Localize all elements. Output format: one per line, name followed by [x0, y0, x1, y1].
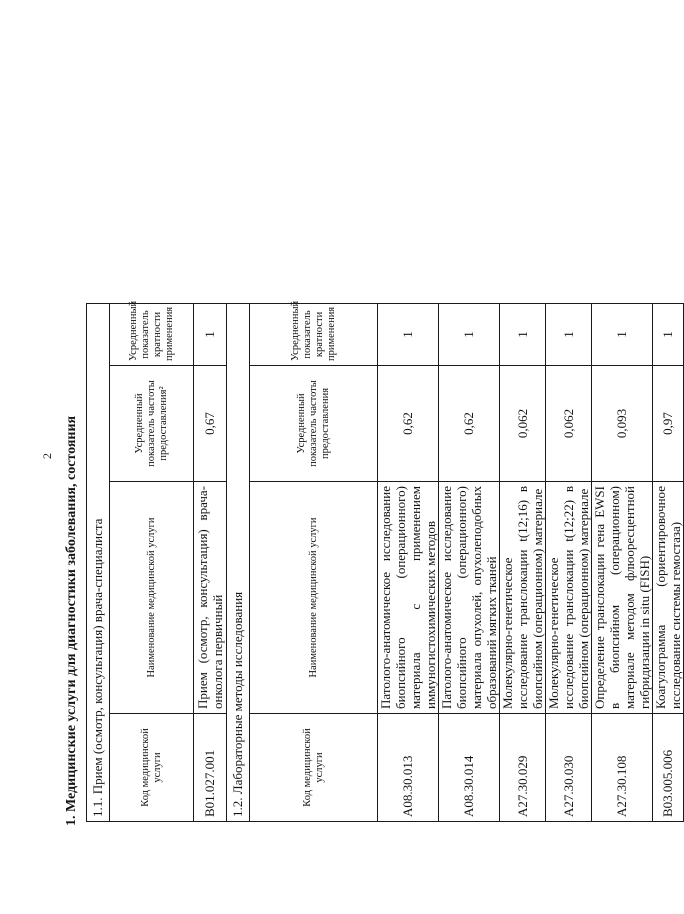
service-code: B03.005.006	[653, 714, 684, 822]
header-name: Наименование медицинской услуги	[250, 482, 378, 714]
service-name: Патолого-анатомическое исследование биопсийного (операционного) материала с применением иммуногистохимических методов	[378, 482, 439, 714]
service-code: A27.30.030	[546, 714, 592, 822]
header-code: Код медицинской услуги	[110, 714, 194, 822]
multiplicity-value: 1	[378, 303, 439, 365]
multiplicity-value: 1	[194, 303, 227, 365]
service-code: B01.027.001	[194, 714, 227, 822]
header-frequency: Усредненный показатель частоты предоставления²	[110, 366, 194, 482]
table-row	[500, 303, 546, 821]
frequency-value: 0,062	[500, 366, 546, 482]
service-name: Прием (осмотр, консультация) врача-онколога первичный	[194, 482, 227, 714]
multiplicity-value: 1	[653, 303, 684, 365]
header-multiplicity: Усредненный показатель кратности применения	[250, 303, 378, 365]
header-code: Код медицинской услуги	[250, 714, 378, 822]
table2-subtitle: 1.2. Лабораторные методы исследования	[227, 303, 250, 821]
multiplicity-value: 1	[500, 303, 546, 365]
table-row	[653, 303, 684, 821]
table-row	[194, 303, 227, 821]
multiplicity-value: 1	[592, 303, 653, 365]
frequency-value: 0,62	[439, 366, 500, 482]
frequency-value: 0,62	[378, 366, 439, 482]
header-frequency: Усредненный показатель частоты предоставления	[250, 366, 378, 482]
table1-subtitle: 1.1. Прием (осмотр, консультация) врача-специалиста	[87, 303, 110, 821]
section-title: 1. Медицинские услуги для диагностики заболевания, состояния	[64, 415, 79, 826]
frequency-value: 0,062	[546, 366, 592, 482]
service-name: Патолого-анатомическое исследование биопсийного (операционного) материала опухолей, опухолеподобных образований мягких тканей	[439, 482, 500, 714]
service-code: A27.30.029	[500, 714, 546, 822]
frequency-value: 0,67	[194, 366, 227, 482]
header-multiplicity: Усредненный показатель кратности применения	[110, 303, 194, 365]
table-row	[378, 303, 439, 821]
frequency-value: 0,093	[592, 366, 653, 482]
service-name: Молекулярно-генетическое исследование транслокации t(12;22) в биопсийном (операционном) материале	[546, 482, 592, 714]
page-number: 2	[40, 453, 54, 459]
table-consultation	[86, 300, 227, 822]
frequency-value: 0,97	[653, 366, 684, 482]
table-row	[439, 303, 500, 821]
service-code: A27.30.108	[592, 714, 653, 822]
service-name: Коагулограмма (ориентировочное исследование системы гемостаза)	[653, 482, 684, 714]
service-code: A08.30.013	[378, 714, 439, 822]
service-name: Определение транслокации гена EWSI в биопсийном (операционном) материале методом флюоресцентной гибридизации in situ (FISH)	[592, 482, 653, 714]
table-lab-methods	[226, 300, 684, 822]
service-name: Молекулярно-генетическое исследование транслокации t(12;16) в биопсийном (операционном) материале	[500, 482, 546, 714]
multiplicity-value: 1	[546, 303, 592, 365]
service-code: A08.30.014	[439, 714, 500, 822]
header-name: Наименование медицинской услуги	[110, 482, 194, 714]
table-row	[546, 303, 592, 821]
table-row	[592, 303, 653, 821]
multiplicity-value: 1	[439, 303, 500, 365]
